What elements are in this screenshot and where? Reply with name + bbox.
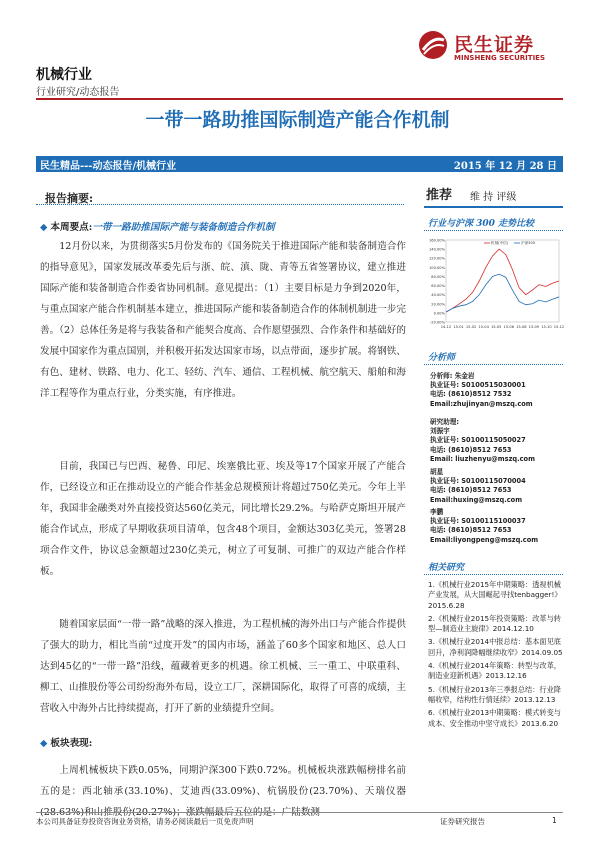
- y-tick-label: 60.00%: [431, 284, 445, 289]
- chart-title: 行业与沪深 300 走势比较: [428, 219, 535, 229]
- paragraph-2: 目前，我国已与巴西、秘鲁、印尼、埃塞俄比亚、埃及等17个国家开展了产能合作，已经设立和正在推动设立的产能合作基金总规模预计将超过750亿美元。今年上半年，我国非金融类对外直接投资达560亿美元，同比增长29.2%。与哈萨克斯坦开展产能合作试点，形成了早期收获项目清单，包含48个项目，金额达303亿美元，签署28项合作文件，协议总金额超过230亿美元，树立了可复制、可推广的双边产能合作样板。: [40, 461, 406, 577]
- summary-title: 报告摘要:: [45, 192, 94, 205]
- analyst-line: Email:huxing@mszq.com: [430, 495, 523, 504]
- point1-label: 本周要点:: [50, 222, 93, 233]
- bullet-icon: ◆: [40, 738, 48, 749]
- analyst-block: [430, 372, 533, 409]
- series-line: [446, 274, 559, 312]
- rating-value: 维 持 评级: [470, 192, 517, 203]
- analyst-line: 执业证号: S0100115070004: [430, 477, 526, 486]
- y-tick-label: 0.00%: [433, 311, 445, 316]
- summary-rule: [36, 204, 404, 205]
- x-tick-label: 15-02: [465, 325, 477, 329]
- analyst-block: [430, 468, 526, 505]
- point2-label: 板块表现:: [50, 738, 93, 749]
- x-tick-label: 15-08: [516, 325, 527, 329]
- y-tick-label: 40.00%: [431, 293, 445, 298]
- analyst-line: 刘振宇: [430, 427, 450, 436]
- analyst-line: 执业证号: S0100115100037: [430, 517, 526, 526]
- analyst-line: 执业证号: S0100515030001: [430, 381, 526, 390]
- legend-label: 机械(中信): [491, 241, 509, 246]
- bar-date: 2015 年 12 月 28 日: [453, 161, 557, 172]
- analyst-line: 执业证号: S0100115050027: [430, 436, 526, 445]
- related-item[interactable]: 6.《机械行业2013中期策略：模式转变与成本、安全推动中坚守成长》2013.6.20: [428, 708, 561, 728]
- header-rule: [36, 98, 563, 100]
- x-tick-label: 15-10: [541, 325, 552, 329]
- x-tick-label: 15-12: [553, 325, 565, 329]
- footer-disclaimer: 本公司具备证券投资咨询业务资格，请务必阅读最后一页免责声明: [36, 817, 254, 826]
- analyst-title: 分析师: [428, 353, 456, 363]
- analyst-line: 电话: (8610)8512 7532: [430, 390, 512, 399]
- chart-title-rule: [424, 230, 563, 231]
- industry-label: 机械行业: [36, 67, 92, 83]
- y-tick-label: 100.00%: [429, 265, 445, 270]
- analyst-rule: [424, 364, 563, 365]
- trend-chart: [424, 234, 563, 334]
- analyst-block: [430, 418, 535, 464]
- bar-category: 民生精品---动态报告/机械行业: [40, 161, 177, 172]
- analyst-line: 胡星: [430, 468, 444, 476]
- x-tick-label: 14-12: [440, 325, 452, 329]
- paragraph-1: 12月份以来，为贯彻落实5月份发布的《国务院关于推进国际产能和装备制造合作的指导意见》，国家发展改革委先后与浙、皖、滇、陇、青等五省签署协议，建立推进国际产能和装备制造合作委省协同机制。意见提出：（1）主要目标是力争到2020年，与重点国家产能合作机制基本建立，推进国际产能和装备制造合作的体制机制进一步完善。（2）总体任务是将与我装备和产能契合度高、合作愿望强烈、合作条件和基础好的发展中国家作为重点国别，并积极开拓发达国家市场，以点带面，逐步扩展。将钢铁、有色、建材、铁路、电力、化工、轻纺、汽车、通信、工程机械、航空航天、船舶和海洋工程等作为重点行业，分类实施，有序推进。: [40, 241, 406, 399]
- report-type: 行业研究/动态报告: [36, 87, 120, 98]
- footer-label: 证券研究报告: [440, 817, 485, 826]
- minsheng-logo-icon: [418, 30, 448, 60]
- legend-label: 沪深300: [521, 241, 536, 246]
- page-number: 1: [552, 816, 557, 825]
- point1-head: 一带一路助推国际产能与装备制造合作机制: [92, 222, 275, 233]
- paragraph-4: 上周机械板块下跌0.05%，同期沪深300下跌0.72%。机械板块涨跌幅榜排名前五的是：西北轴承(33.10%)、艾迪西(33.09%)、杭锅股份(23.70%)、天瑞仪器: [40, 765, 406, 797]
- category-bar: [36, 156, 563, 172]
- related-item[interactable]: 5.《机械行业2013年三季报总结：行业降幅收窄，结构性行情延续》2013.12.13: [428, 684, 561, 704]
- bullet-icon: ◆: [40, 222, 48, 233]
- y-tick-label: 140.00%: [429, 247, 445, 252]
- analyst-line: 电话: (8610)8512 7653: [430, 526, 512, 535]
- related-item[interactable]: 4.《机械行业2014年策略：转型与改革，制造业迎新机遇》2013.12.16: [428, 661, 561, 681]
- series-line: [446, 249, 559, 312]
- paragraph-3: 随着国家层面“一带一路”战略的深入推进，为工程机械的海外出口与产能合作提供了强大的助力，相比当前“过度开发”的国内市场，涵盖了60多个国家和地区、总人口达到45亿的“一带一路”沿线，蕴藏着更多的机遇。徐工机械、三一重工、中联重科、柳工、山推股份等公司纷纷海外布局，设立工厂，深耕国际化，取得了可喜的成绩，主营收入中海外占比持续提高，打开了新的业绩提升空间。: [40, 619, 406, 714]
- point1-heading: [40, 219, 275, 233]
- related-list: [428, 580, 566, 732]
- analyst-line: Email: liuzhenyu@mszq.com: [430, 454, 535, 463]
- company-logo: [418, 28, 563, 68]
- y-tick-label: -20.00%: [430, 320, 445, 325]
- analyst-line: Email:liyongpeng@mszq.com: [430, 535, 539, 544]
- logo-text-cn: 民生证券: [454, 34, 535, 56]
- related-title: 相关研究: [428, 563, 465, 573]
- analyst-line: 李鹏: [430, 508, 444, 516]
- point2-heading: [40, 735, 92, 749]
- x-tick-label: 15-04: [478, 325, 489, 329]
- y-tick-label: 160.00%: [429, 238, 445, 243]
- footer-rule: [36, 812, 563, 813]
- analyst-line: Email:zhujinyan@mszq.com: [430, 399, 533, 408]
- related-item[interactable]: 3.《机械行业2014中报总结：基本面见底回升，净利润降幅继续收窄》2014.09.05: [428, 637, 563, 657]
- analyst-line: 分析师: 朱金岩: [430, 372, 475, 380]
- y-tick-label: 20.00%: [431, 302, 445, 307]
- rating-label: 推荐: [426, 188, 453, 203]
- analyst-block: [430, 508, 538, 545]
- x-tick-label: 15-05: [490, 325, 502, 329]
- report-title: 一带一路助推国际制造产能合作机制: [145, 109, 450, 131]
- related-rule: [424, 574, 563, 575]
- x-tick-label: 15-01: [453, 325, 464, 329]
- related-item[interactable]: 1.《机械行业2015年中期策略：透视机械产业发展，从大国崛起寻找tenbagger!》2015.6.28: [428, 580, 562, 610]
- related-item[interactable]: 2.《机械行业2015年投资策略：改革与转型—制造业主旋律》2014.12.10: [428, 613, 561, 634]
- analyst-line: 研究助理:: [430, 418, 460, 426]
- x-tick-label: 15-09: [528, 325, 540, 329]
- y-tick-label: 120.00%: [429, 256, 445, 261]
- rating-rule: [424, 206, 563, 208]
- y-tick-label: 80.00%: [431, 274, 445, 279]
- analyst-line: 电话: (8610)8512 7653: [430, 486, 512, 495]
- x-tick-label: 15-06: [503, 325, 515, 329]
- analyst-line: 电话: (8610)8512 7653: [430, 445, 512, 454]
- logo-text-en: MINSHENG SECURITIES: [454, 54, 545, 62]
